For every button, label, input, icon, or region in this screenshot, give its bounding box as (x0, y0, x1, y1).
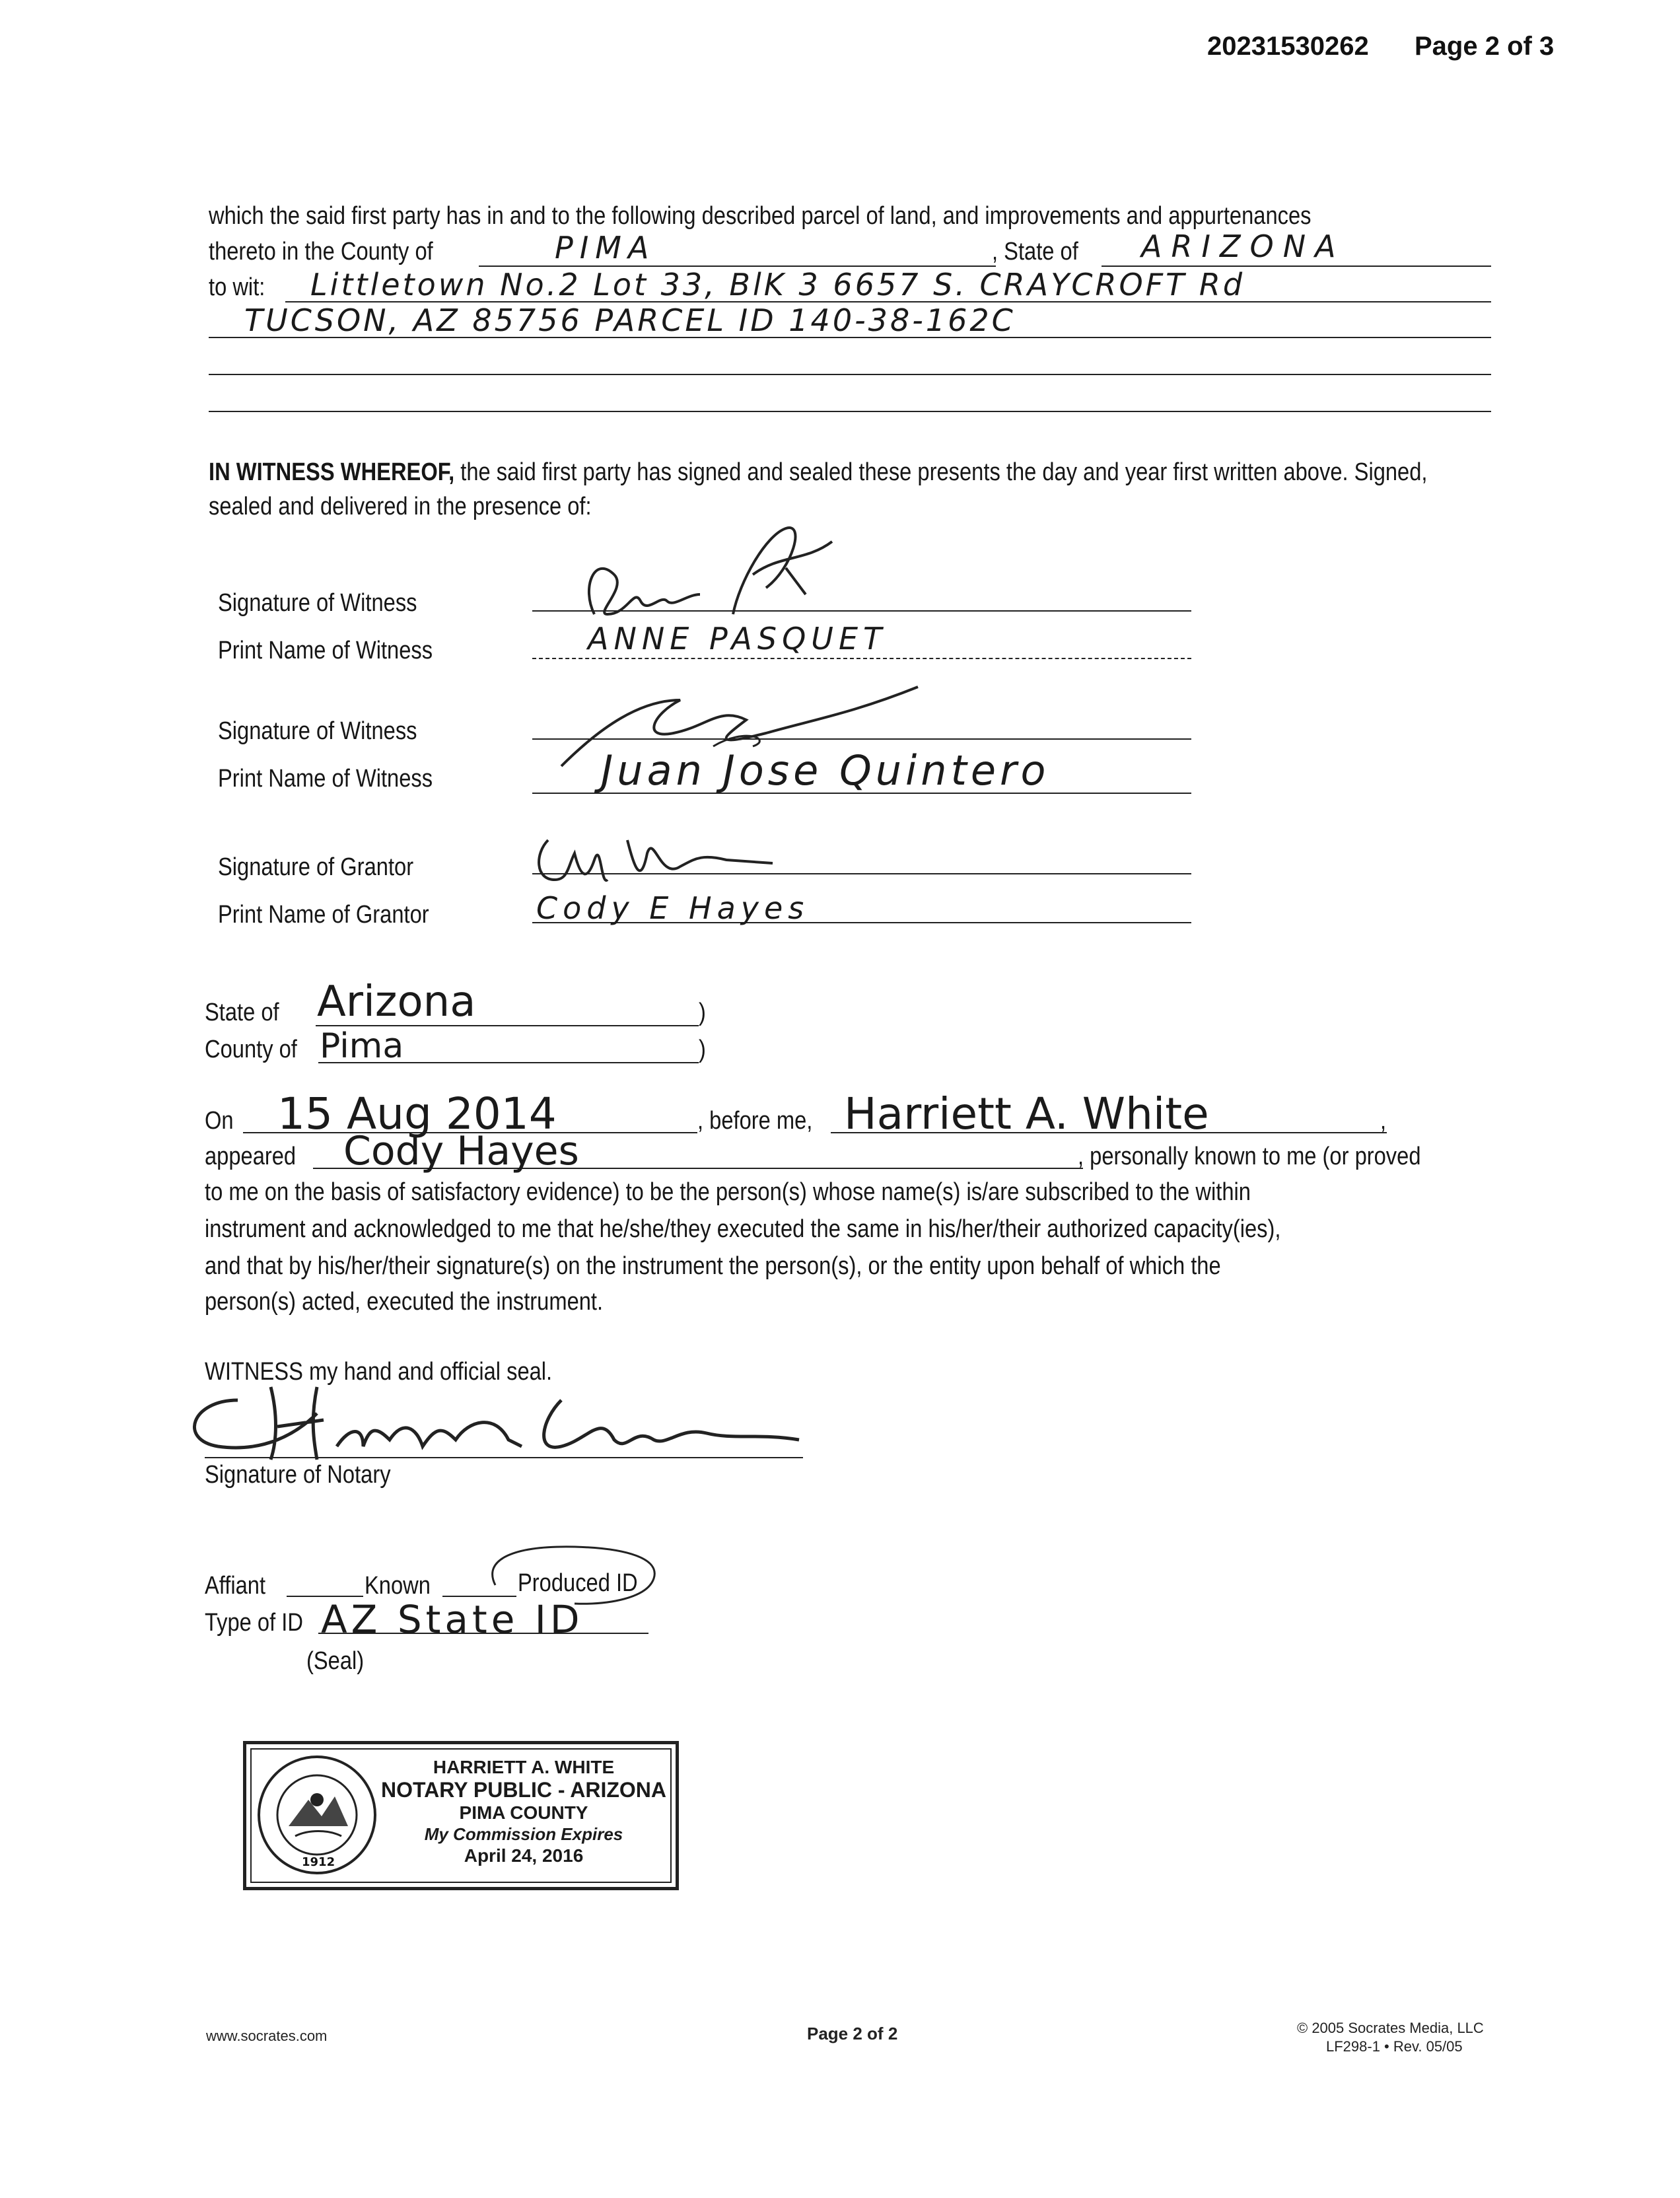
witness-hand-seal-text: WITNESS my hand and official seal. (205, 1358, 553, 1386)
affiant-label: Affiant (205, 1572, 266, 1600)
notary-county-value: Pima (320, 1026, 404, 1066)
notary-signature (165, 1374, 812, 1466)
witness-clause-rest: the said first party has signed and sealed these presents the day and year first written above. Signed, (454, 458, 1428, 486)
appeared-name: Cody Hayes (343, 1128, 579, 1174)
witness-2-printed-name: Juan Jose Quintero (601, 746, 1050, 795)
seal-label: (Seal) (306, 1647, 365, 1675)
notary-county-bracket: ) (699, 1036, 706, 1063)
witness-1-printed-name: ANNE PASQUET (588, 621, 888, 656)
stamp-commission-expires: My Commission Expires (424, 1824, 623, 1844)
state-label: , State of (992, 238, 1078, 266)
acknowledgment-body-line-3: and that by his/her/their signature(s) on the instrument the person(s), or the entity upon behalf of which the (205, 1252, 1221, 1280)
acknowledgment-body-line-4: person(s) acted, executed the instrument. (205, 1288, 604, 1316)
type-of-id-value: AZ State ID (321, 1597, 584, 1642)
footer-page: Page 2 of 2 (807, 2024, 898, 2043)
stamp-expiration-date: April 24, 2016 (464, 1845, 584, 1866)
stamp-county: PIMA COUNTY (459, 1802, 588, 1823)
witness-clause-line-1 (209, 458, 1427, 487)
notary-name-handwritten: Harriett A. White (844, 1088, 1209, 1139)
stamp-notary-name: HARRIETT A. WHITE (433, 1757, 615, 1777)
print-witness-1-label: Print Name of Witness (218, 637, 433, 664)
to-wit-label: to wit: (209, 273, 265, 301)
signature-witness-2-label: Signature of Witness (218, 717, 417, 745)
known-label: Known (365, 1572, 431, 1600)
print-grantor-label: Print Name of Grantor (218, 901, 429, 929)
footer-copyright: © 2005 Socrates Media, LLC (1297, 2020, 1484, 2036)
witness-clause-line-2: sealed and delivered in the presence of: (209, 493, 592, 520)
notary-name-comma: , (1380, 1107, 1387, 1135)
produced-id-label: Produced ID (518, 1569, 638, 1597)
stamp-notary-public: NOTARY PUBLIC - ARIZONA (381, 1778, 666, 1802)
print-witness-2-label: Print Name of Witness (218, 765, 433, 793)
before-me-label: , before me, (697, 1107, 813, 1135)
notary-stamp (243, 1741, 679, 1890)
notary-state-value: Arizona (317, 977, 476, 1026)
type-of-id-label: Type of ID (205, 1609, 303, 1637)
to-wit-underline-3 (209, 374, 1491, 375)
notary-state-label: State of (205, 999, 279, 1026)
witness-1-signature (568, 515, 872, 647)
signature-notary-label: Signature of Notary (205, 1461, 391, 1489)
grantor-signature (528, 814, 792, 913)
acknowledgment-date: 15 Aug 2014 (277, 1088, 557, 1139)
appeared-label: appeared (205, 1143, 297, 1170)
signature-grantor-label: Signature of Grantor (218, 853, 414, 881)
print-witness-1-line (532, 658, 1191, 659)
to-wit-underline-4 (209, 411, 1491, 412)
legal-description-line-2: TUCSON, AZ 85756 PARCEL ID 140-38-162C (244, 302, 1016, 338)
notary-county-label: County of (205, 1036, 297, 1063)
county-label: thereto in the County of (209, 238, 433, 266)
on-label: On (205, 1107, 234, 1135)
acknowledgment-body-line-1: to me on the basis of satisfactory evidence) to be the person(s) whose name(s) is/are subscribed to the within (205, 1178, 1251, 1206)
seal-year: 1912 (302, 1855, 335, 1869)
page-label: Page 2 of 3 (1415, 32, 1555, 61)
county-handwritten: PIMA (555, 230, 656, 266)
grantor-printed-name: Cody E Hayes (536, 890, 810, 926)
state-handwritten: ARIZONA (1141, 229, 1345, 264)
signature-witness-1-label: Signature of Witness (218, 589, 417, 617)
footer-website: www.socrates.com (206, 2028, 328, 2044)
document-number: 20231530262 (1207, 32, 1369, 61)
stamp-text (372, 1756, 676, 1866)
notary-signature-line (205, 1457, 803, 1458)
personally-known-text: , personally known to me (or proved (1078, 1143, 1421, 1170)
notary-state-bracket: ) (699, 999, 706, 1026)
parcel-intro-text: which the said first party has in and to the following described parcel of land, and improvements and appurtenances (209, 202, 1312, 230)
acknowledgment-body-line-2: instrument and acknowledged to me that he/she/they executed the same in his/her/their authorized capacity(ies), (205, 1215, 1281, 1243)
witness-clause-bold: IN WITNESS WHEREOF, (209, 458, 455, 486)
witness-2-signature (548, 674, 944, 779)
footer-form-code: LF298-1 • Rev. 05/05 (1326, 2038, 1463, 2055)
legal-description-line-1: Littletown No.2 Lot 33, BlK 3 6657 S. CRAYCROFT Rd (310, 267, 1245, 302)
